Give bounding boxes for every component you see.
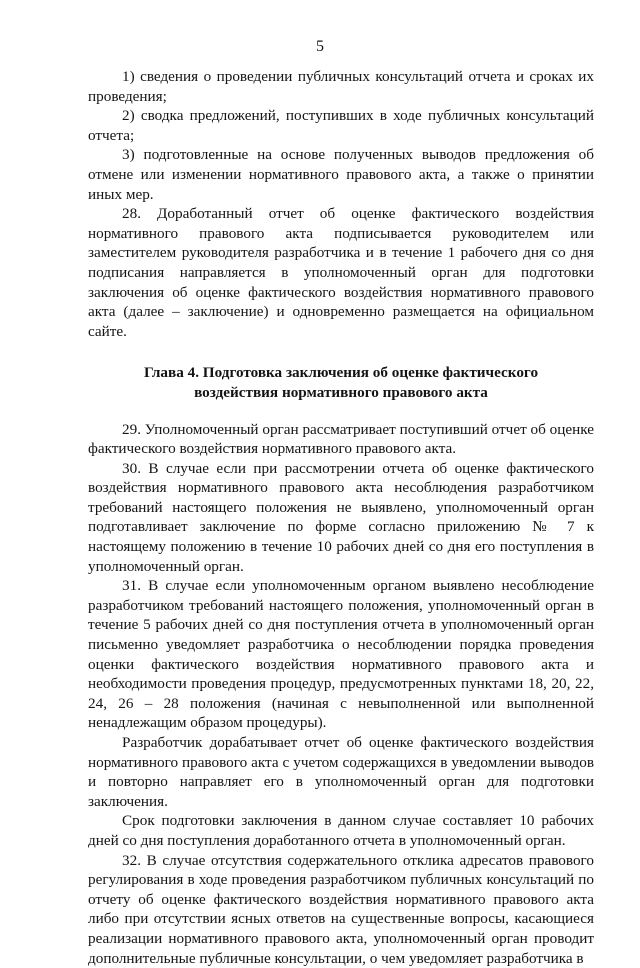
paragraph-31-developer-revision: Разработчик дорабатывает отчет об оценке фактического воздействия нормативного правового акта с учетом содержащихся в уведомлении выводов и повторно направляет его в уполномоченный орган для подготовки заключения. <box>88 734 594 810</box>
paragraph-31-deadline: Срок подготовки заключения в данном случае составляет 10 рабочих дней со дня поступления доработанного отчета в уполномоченный орган. <box>88 812 594 849</box>
document-body <box>88 67 594 968</box>
list-item-1: 1) сведения о проведении публичных консультаций отчета и сроках их проведения; <box>88 68 594 105</box>
chapter-heading <box>88 363 594 402</box>
paragraph-32: 32. В случае отсутствия содержательного отклика адресатов правового регулирования в ходе проведения разработчиком публичных консультаций по отчету об оценке фактического воздействия нормативного правового акта либо при отсутствии ясных ответов на существенные вопросы, касающиеся реализации нормативного правового акта, уполномоченный орган проводит дополнительные публичные консультации, о чем уведомляет разработчика в <box>88 851 594 967</box>
paragraph-29: 29. Уполномоченный орган рассматривает поступивший отчет об оценке фактического воздействия нормативного правового акта. <box>88 420 594 458</box>
list-item-2: 2) сводка предложений, поступивших в ходе публичных консультаций отчета; <box>88 107 594 144</box>
paragraph-30: 30. В случае если при рассмотрении отчета об оценке фактического воздействия нормативного правового акта несоблюдения разработчиком требований настоящего положения не выявлено, уполномоченный орган подготавливает заключение по форме согласно приложению № 7 к настоящему положению в течение 10 рабочих дней со дня его поступления в уполномоченный орган. <box>88 459 594 575</box>
list-item-3: 3) подготовленные на основе полученных выводов предложения об отмене или изменении нормативного правового акта, а также о принятии иных мер. <box>88 146 594 203</box>
chapter-heading-line-2: воздействия нормативного правового акта <box>194 383 488 401</box>
page-number: 5 <box>316 38 324 55</box>
paragraph-28: 28. Доработанный отчет об оценке фактического воздействия нормативного правового акта подписывается руководителем или заместителем руководителя разработчика и в течение 1 рабочего дня со дня подписания направляется в уполномоченный орган для подготовки заключения об оценке фактического воздействия нормативного правового акта (далее – заключение) и одновременно размещается на официальном сайте. <box>88 205 594 340</box>
chapter-heading-line-1: Глава 4. Подготовка заключения об оценке фактического <box>143 364 539 382</box>
paragraph-31: 31. В случае если уполномоченным органом выявлено несоблюдение разработчиком требований настоящего положения, уполномоченный орган в течение 5 рабочих дней со дня поступления отчета в уполномоченный орган письменно уведомляет разработчика о несоблюдении порядка проведения оценки фактического воздействия нормативного правового акта и необходимости проведения процедур, предусмотренных пунктами 18, 20, 22, 24, 26 – 28 положения (начиная с невыполненной или выполненной ненадлежащим образом процедуры). <box>88 577 594 732</box>
